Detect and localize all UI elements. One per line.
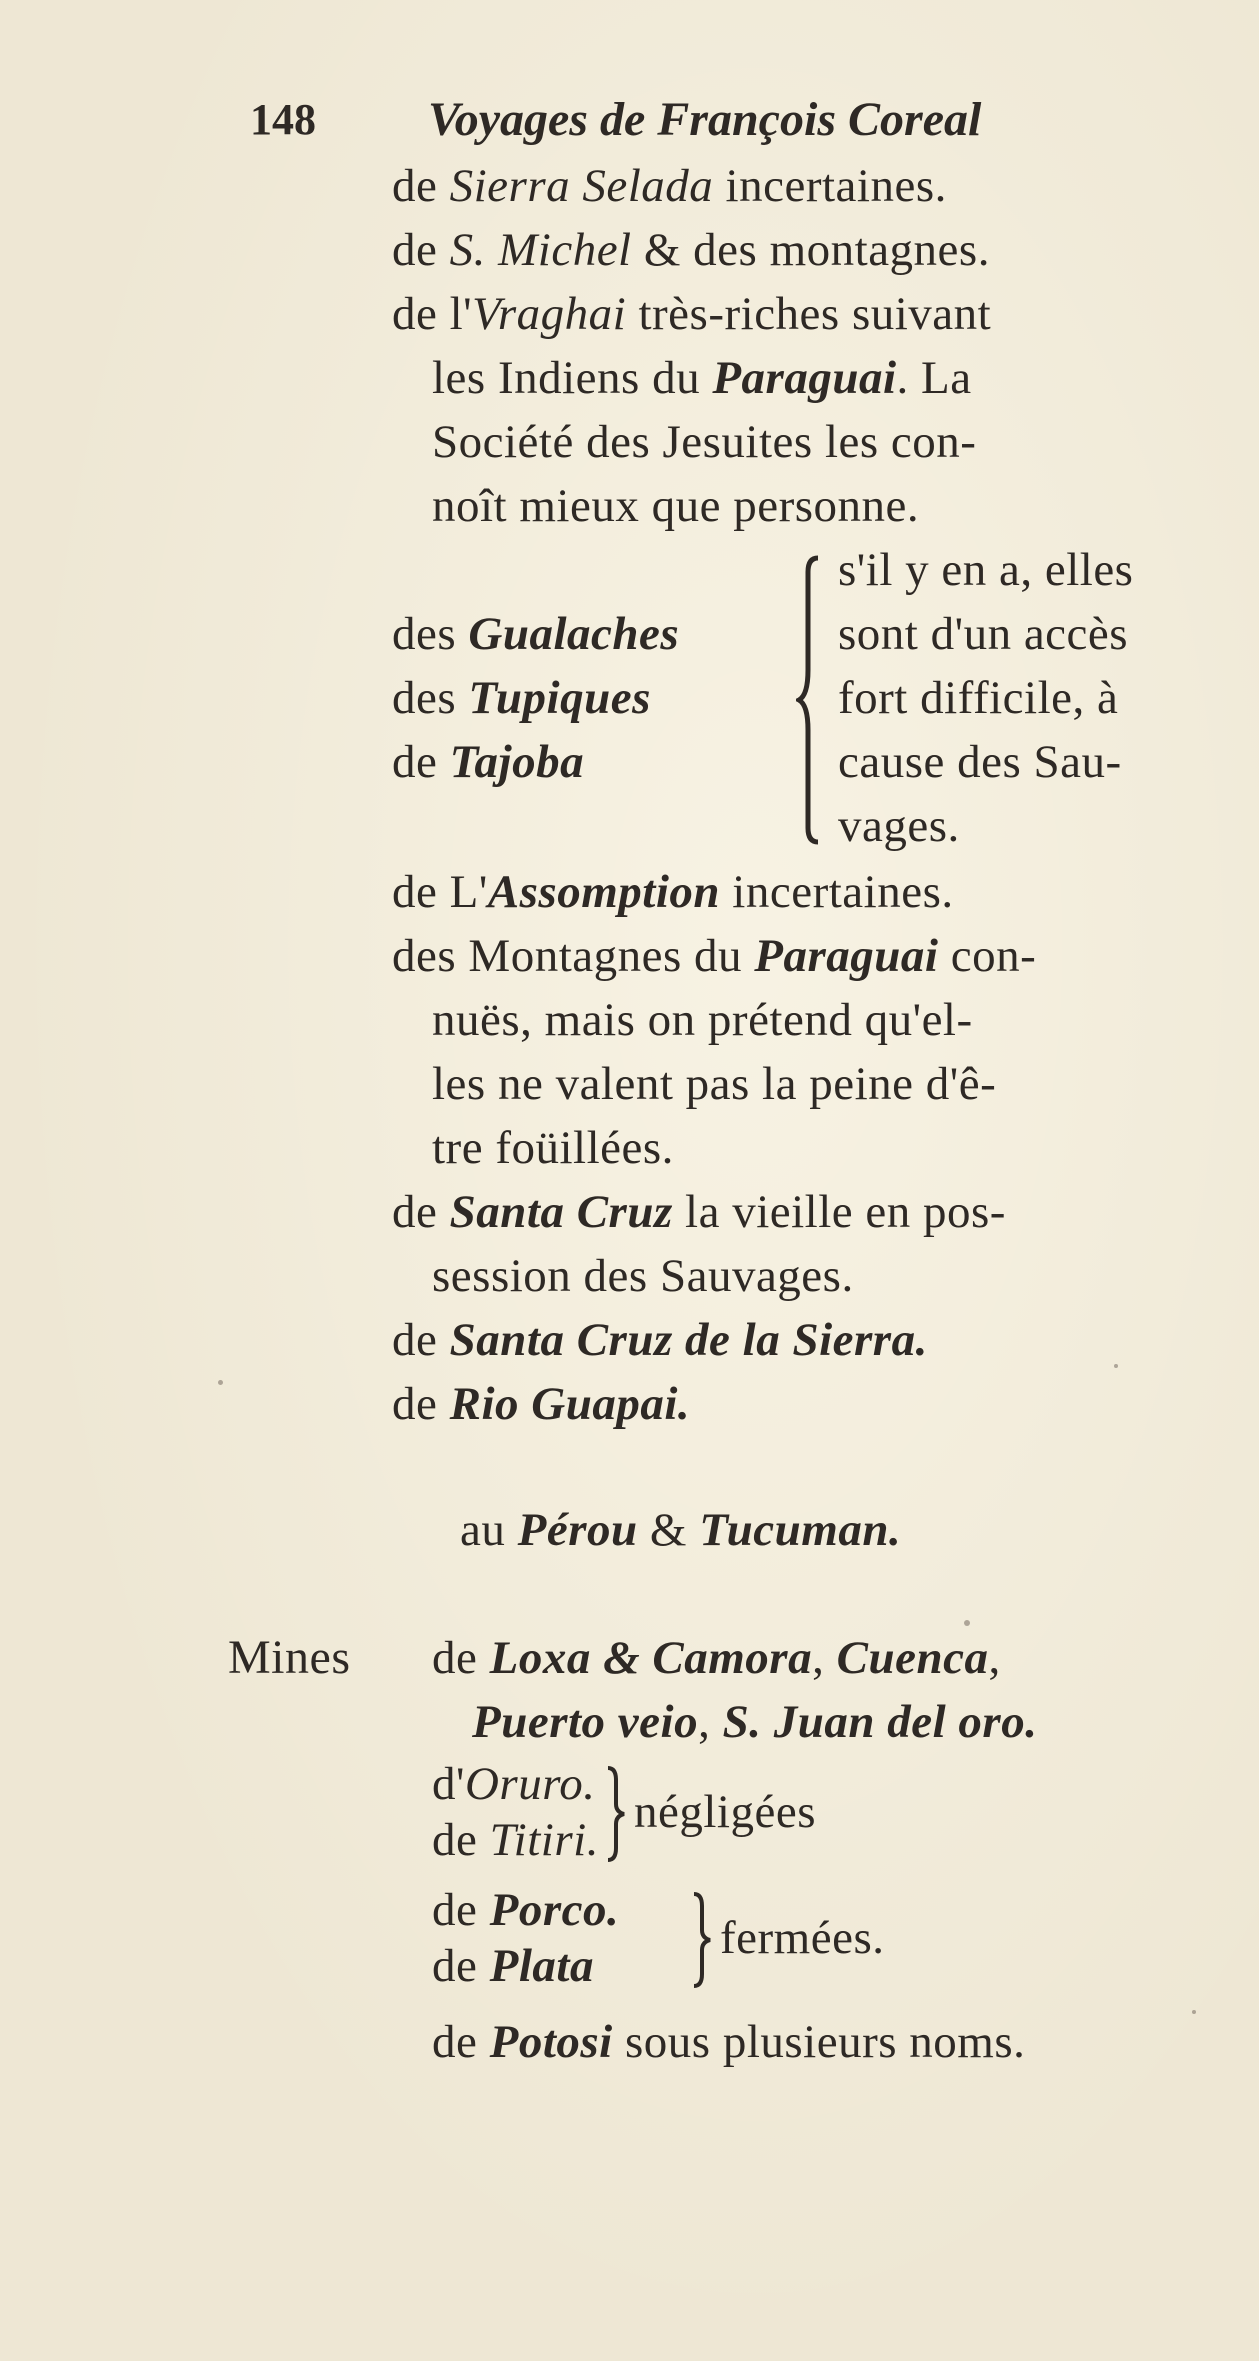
text-line-23: Puerto veio, S. Juan del oro. [472, 1696, 1038, 1748]
text-line-2: de S. Michel & des montagnes. [392, 224, 990, 276]
text-line-18: session des Sauvages. [432, 1250, 854, 1302]
text-line-1: de Sierra Selada incertaines. [392, 160, 947, 212]
text-line-14: nuës, mais on prétend qu'el- [432, 994, 973, 1046]
text-line-6: noît mieux que personne. [432, 480, 920, 532]
brace1-right-line-3: fort difficile, à [838, 672, 1119, 724]
text-line-20: de Rio Guapai. [392, 1378, 691, 1430]
text-line-12: de L'Assomption incertaines. [392, 866, 954, 918]
brace2-left-item-1: d'Oruro. [432, 1758, 596, 1810]
brace1-right-line-1: s'il y en a, elles [838, 544, 1134, 596]
brace3-left-item-1: de Porco. [432, 1884, 620, 1936]
text-line-16: tre foüillées. [432, 1122, 674, 1174]
section-heading-peru: au Pérou & Tucuman. [460, 1504, 902, 1556]
brace-3 [690, 1888, 714, 1992]
paper-speck [218, 1380, 223, 1385]
brace-1 [796, 550, 826, 850]
text-line-13: des Montagnes du Paraguai con- [392, 930, 1037, 982]
text-line-15: les ne valent pas la peine d'ê- [432, 1058, 997, 1110]
brace1-right-line-5: vages. [838, 800, 960, 852]
brace2-left-item-2: de Titiri. [432, 1814, 599, 1866]
paper-speck [1114, 1364, 1118, 1368]
brace1-left-item-3: de Tajoba [392, 736, 585, 788]
brace1-left-item-1: des Gualaches [392, 608, 680, 660]
brace2-right: négligées [634, 1786, 816, 1838]
brace3-right: fermées. [720, 1912, 885, 1964]
paper-speck [964, 1620, 970, 1626]
paper-speck [1192, 2010, 1196, 2014]
brace1-right-line-2: sont d'un accès [838, 608, 1129, 660]
running-title: Voyages de François Coreal [428, 93, 982, 146]
text-line-19: de Santa Cruz de la Sierra. [392, 1314, 928, 1366]
margin-label-mines: Mines [228, 1631, 351, 1684]
text-line-3: de l'Vraghai très-riches suivant [392, 288, 992, 340]
text-line-22: de Loxa & Camora, Cuenca, [432, 1632, 1001, 1684]
brace3-left-item-2: de Plata [432, 1940, 594, 1992]
text-line-17: de Santa Cruz la vieille en pos- [392, 1186, 1006, 1238]
text-line-4: les Indiens du Paraguai. La [432, 352, 972, 404]
brace1-right-line-4: cause des Sau- [838, 736, 1122, 788]
brace-2 [604, 1762, 628, 1866]
brace1-left-item-2: des Tupiques [392, 672, 651, 724]
text-line-5: Société des Jesuites les con- [432, 416, 977, 468]
page-number: 148 [250, 95, 316, 144]
text-line-28: de Potosi sous plusieurs noms. [432, 2016, 1026, 2068]
